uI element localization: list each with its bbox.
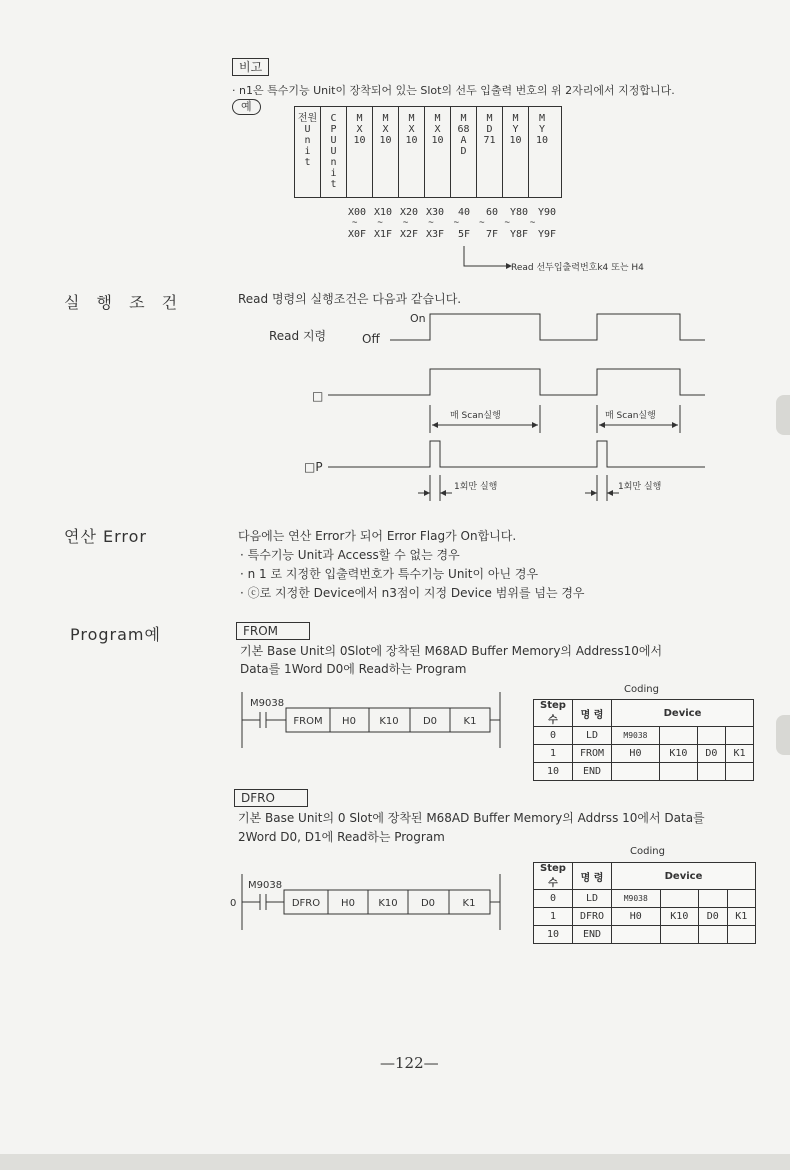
cell: 10 [534,926,573,944]
cell [660,926,699,944]
cell [699,926,727,944]
io-top-7: Y90 [538,207,557,218]
dfro-desc-1: 기본 Base Unit의 0 Slot에 장착된 M68AD Buffer Memory의 Addrss 10에서 Data를 [238,811,705,825]
io-top-1: X10 [374,207,393,218]
op-error-item-1: · 특수기능 Unit과 Access할 수 없는 경우 [240,548,460,562]
read-note: Read 선두입출력번호k4 또는 H4 [511,263,644,273]
cell [697,763,725,781]
note-label: 비고 [232,58,269,76]
dfro-coding-table [533,862,756,944]
slot-6: M D 71 [477,107,503,197]
dfro-cell-3: K10 [378,898,398,909]
example-label: 예 [232,99,261,115]
io-top-3: X30 [426,207,445,218]
every-scan-2: 매 Scan실행 [605,411,656,421]
slot-1: M X 10 [347,107,373,197]
cell: K10 [660,908,699,926]
scan-edge [0,1154,790,1170]
io-top-2: X20 [400,207,419,218]
hdr-step: Step수 [534,700,573,727]
square-p-label: □P [304,460,323,474]
cell [612,763,660,781]
cell: D0 [697,745,725,763]
io-bot-7: Y9F [538,229,557,240]
dfro-contact-label: M9038 [248,880,283,891]
op-error-item-3: · ⓒ로 지정한 Device에서 n3점이 지정 Device 범위를 넘는 경우 [240,586,585,600]
from-cell-3: K10 [379,716,399,727]
on-label: On [410,312,426,325]
hdr-cmd: 명 령 [573,863,612,890]
slot-diagram [294,106,562,198]
from-cell-5: K1 [463,716,477,727]
hdr-device: Device [612,863,756,890]
slot-4: M X 10 [425,107,451,197]
cell: D0 [699,908,727,926]
slot-cpu: C P U U n i t [321,107,347,197]
from-desc-2: Data를 1Word D0에 Read하는 Program [240,662,467,676]
dfro-cell-4: D0 [420,898,436,909]
io-range-tilde: ~~~~~~~~ [352,218,556,228]
cell: K10 [659,745,697,763]
from-ladder [238,690,510,752]
cell: FROM [573,745,612,763]
cell [659,763,697,781]
cell: K1 [727,908,755,926]
slot-7: M Y 10 [503,107,529,197]
io-bot-1: X1F [374,229,393,240]
off-label: Off [362,332,380,346]
from-coding-title: Coding [624,684,659,695]
slot-5: M 68 A D [451,107,477,197]
square-signal [328,369,705,395]
from-cell-2: H0 [342,716,356,727]
cell: END [573,763,612,781]
exec-condition-title: 실 행 조 건 [64,293,184,312]
slot-power: 전원 U n i t [295,107,321,197]
read-cmd-signal [390,314,705,340]
io-bot-5: 7F [486,229,499,240]
dfro-coding-title: Coding [630,846,665,857]
cell: LD [573,727,612,745]
io-bot-2: X2F [400,229,419,240]
table-row [534,890,756,908]
binder-hole [776,715,790,755]
table-row [534,863,756,890]
cell: K1 [725,745,753,763]
binder-hole [776,395,790,435]
exec-condition-text: Read 명령의 실행조건은 다음과 같습니다. [238,292,462,306]
cell: 0 [534,890,573,908]
from-contact-label: M9038 [250,698,285,709]
table-row [534,700,754,727]
cell [660,890,699,908]
slot-8: M Y 10 [535,113,549,146]
timing-diagram [260,305,720,505]
cell [727,890,755,908]
cell: 10 [534,763,573,781]
program-title: Program예 [70,625,161,644]
cell: DFRO [573,908,612,926]
cell [659,727,697,745]
op-error-intro: 다음에는 연산 Error가 되어 Error Flag가 On합니다. [238,529,517,543]
table-row [534,908,756,926]
dfro-label: DFRO [234,789,308,807]
dfro-cell-2: H0 [341,898,355,909]
io-top-0: X00 [348,207,367,218]
cell: H0 [612,908,661,926]
cell: M9038 [612,727,660,745]
from-coding-table [533,699,754,781]
from-cell-4: D0 [422,716,438,727]
once-2: 1회만 실행 [618,482,662,492]
square-label: □ [312,389,324,403]
dfro-ladder [228,872,510,934]
dfro-cell-5: K1 [462,898,476,909]
cell: LD [573,890,612,908]
cell: M9038 [612,890,661,908]
from-cell-1: FROM [293,716,323,727]
once-1: 1회만 실행 [454,482,498,492]
from-label: FROM [236,622,310,640]
cell: 0 [534,727,573,745]
table-row [534,926,756,944]
op-error-title: 연산 Error [64,527,147,546]
table-row [534,763,754,781]
io-bot-6: Y8F [510,229,529,240]
cell [725,763,753,781]
table-row [534,727,754,745]
io-top-4: 40 [458,207,471,218]
io-top-6: Y80 [510,207,529,218]
cell [699,890,727,908]
read-cmd-label: Read 지령 [269,329,327,343]
cell [612,926,661,944]
io-bot-3: X3F [426,229,445,240]
dfro-rung-no: 0 [230,898,237,909]
slot-3: M X 10 [399,107,425,197]
cell: 1 [534,745,573,763]
square-p-signal [328,441,705,467]
io-bot-4: 5F [458,229,471,240]
hdr-device: Device [612,700,754,727]
dfro-desc-2: 2Word D0, D1에 Read하는 Program [238,830,445,844]
cell [725,727,753,745]
table-row [534,745,754,763]
every-scan-1: 매 Scan실행 [450,411,501,421]
cell [727,926,755,944]
page-number: —122— [380,1054,439,1072]
cell: 1 [534,908,573,926]
cell: H0 [612,745,660,763]
dfro-cell-1: DFRO [291,898,321,909]
hdr-cmd: 명 령 [573,700,612,727]
io-bot-0: X0F [348,229,367,240]
slot-2: M X 10 [373,107,399,197]
from-desc-1: 기본 Base Unit의 0Slot에 장착된 M68AD Buffer Memory의 Address10에서 [240,644,663,658]
note-text: · n1은 특수기능 Unit이 장착되어 있는 Slot의 선두 입출력 번호의 위 2자리에서 지정합니다. [232,84,675,97]
io-top-5: 60 [486,207,499,218]
cell: END [573,926,612,944]
op-error-item-2: · n 1 로 지정한 입출력번호가 특수기능 Unit이 아닌 경우 [240,567,539,581]
hdr-step: Step수 [534,863,573,890]
cell [697,727,725,745]
